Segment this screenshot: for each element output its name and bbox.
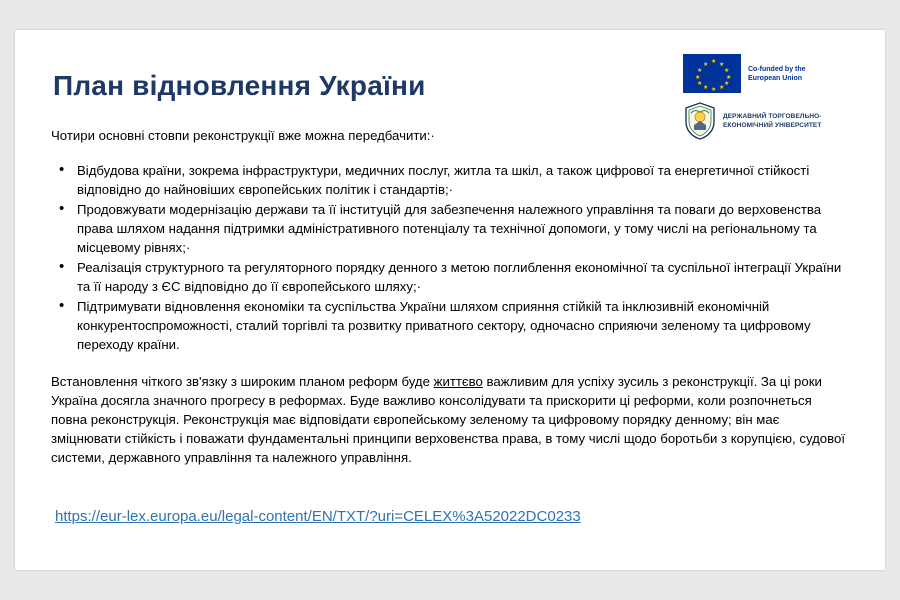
bullet-marker: • (59, 258, 65, 275)
source-link[interactable]: https://eur-lex.europa.eu/legal-content/EN/TXT/?uri=CELEX%3A52022DC0233 (55, 508, 581, 525)
paragraph-underlined-word: життєво (433, 374, 483, 389)
paragraph-part-two: важливим для успіху зусиль з реконструкції. За ці роки Україна досягла значного прогресу в реформах. Буде важливо консолідувати та прискорити ці реформи, коли розпочнеться повна реконструкція. Реконструкція має відповідати європейському зеленому та цифровому порядку денному; він має зміцнювати стійкість і поважати фундаментальні принципи верховенства права, в тому числі щодо боротьби з корупцією, судової системи, державного управління та належного управління. (51, 374, 845, 465)
slide-canvas (15, 30, 885, 570)
bullet-marker: • (59, 161, 65, 178)
eu-funding-text (748, 65, 806, 83)
university-name-line2: ЕКОНОМІЧНИЙ УНІВЕРСИТЕТ (723, 122, 822, 129)
list-item-text: Продовжувати модернізацію держави та її інституцій для забезпечення належного управління та поваги до верховенства права шляхом надання підтримки адміністративного потенціалу та технічної допомоги, у тому числі на регіональному та місцевому рівнях;· (77, 202, 822, 255)
pillars-list (51, 161, 851, 354)
slide-body (51, 126, 851, 467)
list-item (51, 258, 851, 296)
list-item (51, 161, 851, 199)
list-item (51, 200, 851, 257)
bullet-marker: • (59, 200, 65, 217)
eu-funding-line1: Co-funded by the (748, 65, 806, 73)
paragraph-part-one: Встановлення чіткого зв'язку з широким планом реформ буде (51, 374, 434, 389)
eu-flag-icon: ★ ★ ★ ★ ★ ★ ★ ★ ★ ★ ★ ★ (683, 54, 741, 93)
list-item (51, 297, 851, 354)
page-title: План відновлення України (53, 70, 426, 101)
list-item-text: Реалізація структурного та регуляторного порядку денного з метою поглиблення економічної та суспільної інтеграції України та її народу з ЄС відповідно до її європейського шляху;· (77, 260, 842, 294)
university-name-line1: ДЕРЖАВНИЙ ТОРГОВЕЛЬНО- (723, 113, 822, 120)
closing-paragraph (51, 372, 846, 467)
intro-text: Чотири основні стовпи реконструкції вже можна передбачити:· (51, 128, 435, 143)
list-item-text: Підтримувати відновлення економіки та суспільства України шляхом сприяння стійкій та інклюзивній економічній конкурентоспроможності, сталий торгівлі та розвитку приватного сектору, одночасно сприяючи зеленому та цифровому переходу країни. (77, 299, 811, 352)
list-item-text: Відбудова країни, зокрема інфраструктури, медичних послуг, житла та шкіл, а також цифрової та енергетичної стійкості відповідно до найновіших європейських політик і стандартів;· (77, 163, 810, 197)
eu-funding-line2: European Union (748, 74, 803, 82)
bullet-marker: • (59, 297, 65, 314)
eu-emblem (683, 54, 863, 93)
